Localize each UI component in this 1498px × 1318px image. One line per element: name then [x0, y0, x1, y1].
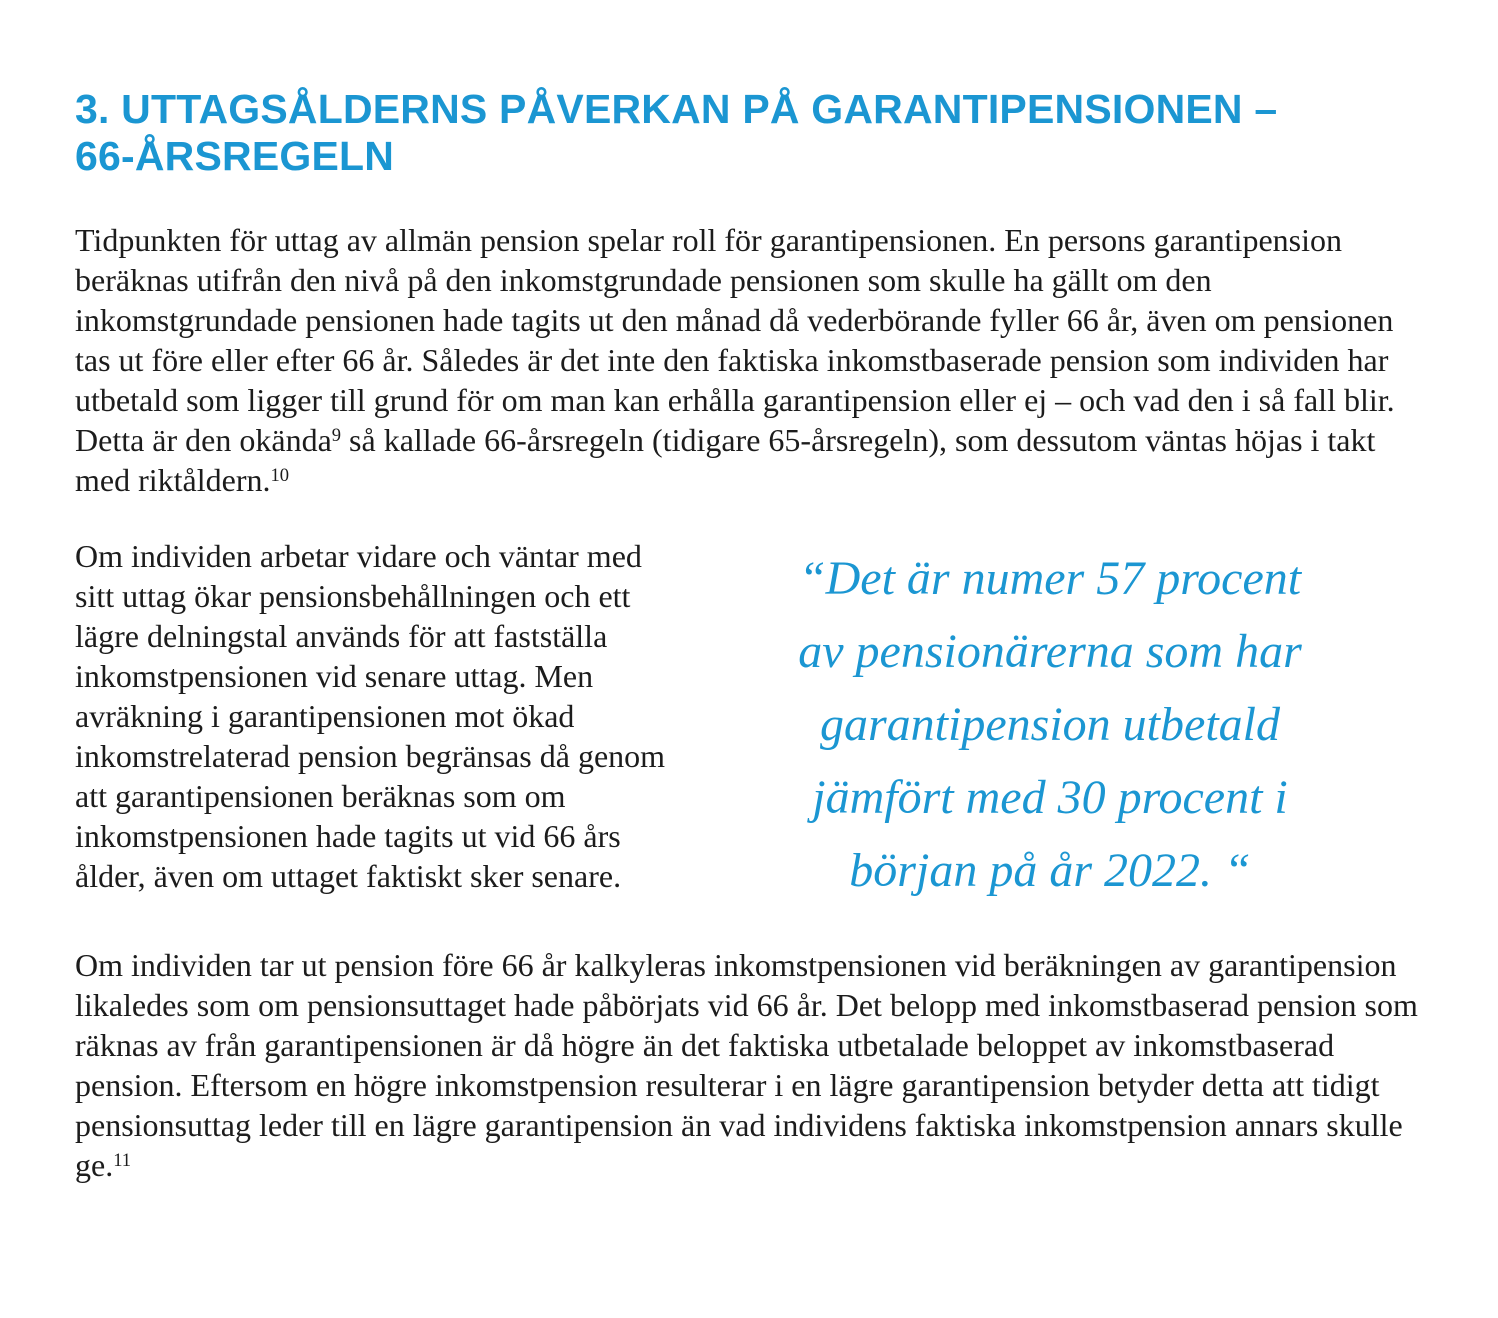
left-column-paragraph: Om individen arbetar vidare och väntar med sitt uttag ökar pensionsbehållningen och ett lägre delningstal används för att fastställa inkomstpensionen vid senare uttag. Men avräkning i garantipensionen mot ökad inkomstrelaterad pension begränsas då genom att garantipensionen beräknas som om inkomstpensionen hade tagits ut vid 66 års ålder, även om uttaget faktiskt sker senare.	[75, 538, 666, 894]
pull-quote-line-1: “Det är numer 57 procent	[798, 552, 1302, 605]
two-column-section	[75, 536, 1425, 907]
pull-quote-line-5: början på år 2022. “	[849, 844, 1251, 897]
paragraph-closing-text-1: Om individen tar ut pension före 66 år kalkyleras inkomstpensionen vid beräkningen av garantipension likaledes som om pensionsuttaget hade påbörjats vid 66 år. Det belopp med inkomstbaserad pension som räknas av från garantipensionen är då högre än det faktiska utbetalade beloppet av inkomstbaserad pension. Eftersom en högre inkomstpension resulterar i en lägre garantipension betyder detta att tidigt pensionsuttag leder till en lägre garantipension än vad individens faktiska inkomstpension annars skulle ge.	[75, 947, 1418, 1183]
footnote-ref-11: 11	[113, 1149, 132, 1171]
paragraph-intro-text-2: så kallade 66-årsregeln (tidigare 65-årsregeln), som dessutom väntas höjas i takt med riktåldern.	[75, 422, 1376, 498]
paragraph-closing	[75, 945, 1425, 1185]
paragraph-intro	[75, 220, 1425, 500]
footnote-ref-10: 10	[270, 464, 290, 486]
pull-quote-line-3: garantipension utbetald	[820, 698, 1280, 751]
pull-quote	[798, 542, 1302, 907]
section-heading	[75, 86, 1425, 180]
section-heading-line-1: 3. UTTAGSÅLDERNS PÅVERKAN PÅ GARANTIPENSIONEN –	[75, 86, 1278, 132]
pull-quote-container	[675, 536, 1425, 907]
section-heading-line-2: 66-ÅRSREGELN	[75, 133, 395, 179]
paragraph-intro-text-1: Tidpunkten för uttag av allmän pension spelar roll för garantipensionen. En persons garantipension beräknas utifrån den nivå på den inkomstgrundade pensionen som skulle ha gällt om den inkomstgrundade pensionen hade tagits ut den månad då vederbörande fyller 66 år, även om pensionen tas ut före eller efter 66 år. Således är det inte den faktiska inkomstbaserade pension som individen har utbetald som ligger till grund för om man kan erhålla garantipension eller ej – och vad den i så fall blir. Detta är den okända	[75, 222, 1395, 458]
footnote-ref-9: 9	[331, 424, 342, 446]
pull-quote-line-4: jämfört med 30 procent i	[812, 771, 1288, 824]
pull-quote-line-2: av pensionärerna som har	[798, 625, 1302, 678]
